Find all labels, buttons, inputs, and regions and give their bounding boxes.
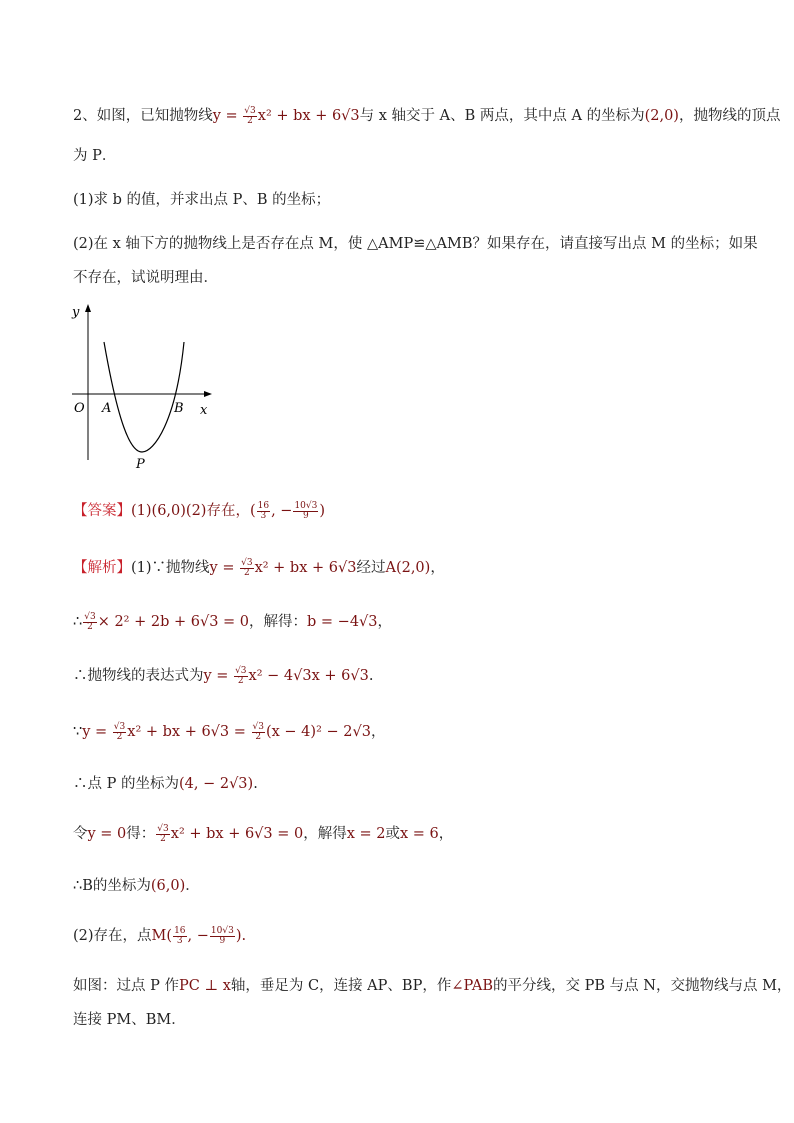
answer-tag: 【答案】 [73, 503, 131, 519]
point-a-label: A [102, 401, 112, 416]
question-line-1 [73, 106, 780, 126]
analysis-line-10: 连接 PM、BM． [73, 1012, 186, 1028]
analysis-line-2: ∴ $\frac{√3}{2}$ × 2² + 2b + 6√3 = 0，解得：b = −4√3， [73, 611, 393, 632]
question-line-2: 为 P． [73, 148, 117, 164]
analysis-line-4: ∵y = $\frac{√3}{2}$ x² + bx + 6√3 = $\frac{√3}{2}$ (x − 4)² − 2√3， [73, 721, 386, 742]
x-axis-label: x [200, 403, 208, 418]
question-text: ，抛物线的顶点 [678, 108, 781, 124]
answer-line: 【答案】(1)(6,0)(2)存在，( $\frac{16}{3}$ , − $\frac{10√3}{9}$ ) [73, 500, 326, 521]
parabola-curve [104, 342, 184, 452]
question-text: 2、如图，已知抛物线 [73, 108, 213, 124]
analysis-line-7: ∴B的坐标为(6,0)． [73, 878, 200, 894]
equation: y = $\frac{√3}{2}$ x² + bx + 6√3 [212, 105, 360, 126]
analysis-line-5: ∴点 P 的坐标为(4, − 2√3). [73, 776, 258, 792]
analysis-line-1: 【解析】(1)∵抛物线y = $\frac{√3}{2}$ x² + bx + 6√3经过A(2,0)， [73, 557, 445, 578]
x-axis-arrow [204, 391, 212, 397]
origin-label: O [74, 401, 85, 416]
question-part-2-cont: 不存在，试说明理由． [73, 270, 218, 286]
question-part-2: (2)在 x 轴下方的抛物线上是否存在点 M，使 △AMP≌△AMB？如果存在，请直接写出点 M 的坐标；如果 [73, 236, 758, 252]
point-b-label: B [174, 401, 184, 416]
y-axis-arrow [85, 304, 91, 312]
parabola-figure [68, 302, 218, 472]
analysis-line-6: 令y = 0得： $\frac{√3}{2}$ x² + bx + 6√3 = 0，解得x = 2或x = 6， [73, 823, 454, 844]
analysis-line-9: 如图：过点 P 作PC ⊥ x轴，垂足为 C，连接 AP、BP，作∠PAB的平分线，交 PB 与点 N，交抛物线与点 M， [73, 978, 792, 994]
analysis-tag: 【解析】 [73, 560, 131, 576]
question-text: 与 x 轴交于 A、B 两点，其中点 A 的坐标为 [359, 108, 645, 124]
analysis-line-8: (2)存在，点M( $\frac{16}{3}$ , − $\frac{10√3}{9}$ ). [73, 925, 247, 946]
analysis-line-3: ∴抛物线的表达式为y = $\frac{√3}{2}$ x² − 4√3x + 6√3. [73, 665, 374, 686]
y-axis-label: y [72, 305, 80, 320]
point-p-label: P [136, 457, 145, 472]
point-a-coord: (2,0) [644, 108, 679, 124]
question-part-1: (1)求 b 的值，并求出点 P、B 的坐标； [73, 192, 331, 208]
